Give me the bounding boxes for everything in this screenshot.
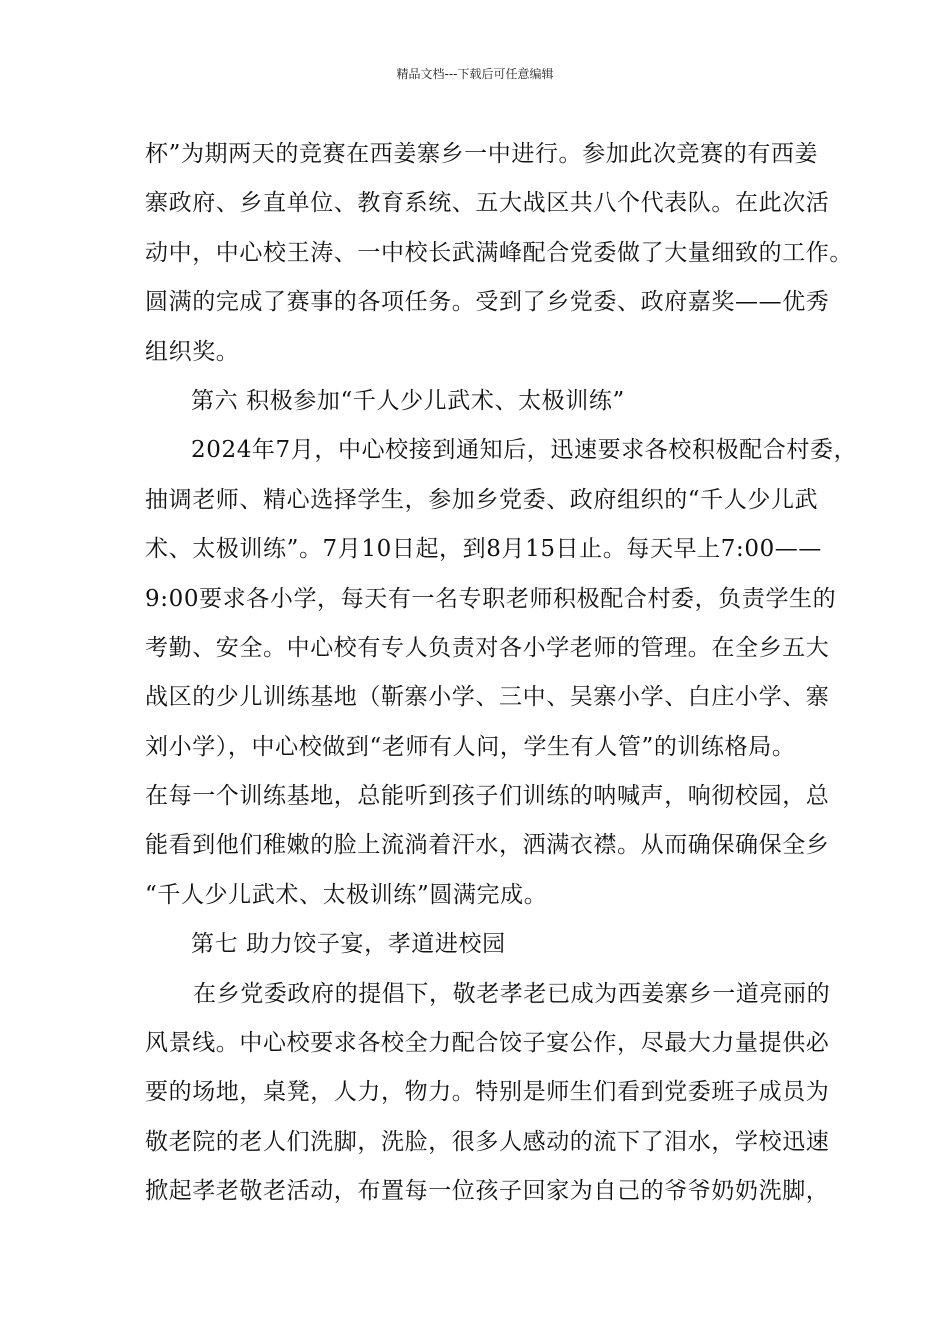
text-line: 能看到他们稚嫩的脸上流淌着汗水，洒满衣襟。从而确保确保全乡 [145,832,830,859]
text-line: 掀起孝老敬老活动，布置每一位孩子回家为自己的爷爷奶奶洗脚， [145,1178,830,1205]
text-line: 组织奖。 [145,338,240,365]
text-line: 动中，中心校王涛、一中校长武满峰配合党委做了大量细致的工作。 [145,239,853,266]
text-line: 考勤、安全。中心校有专人负责对各小学老师的管理。在全乡五大 [145,634,830,661]
text-line: 战区的少儿训练基地（靳寨小学、三中、吴寨小学、白庄小学、寨 [145,684,830,711]
text-line: 杯”为期两天的竞赛在西姜寨乡一中进行。参加此次竞赛的有西姜 [145,141,819,167]
text-line: 在每一个训练基地，总能听到孩子们训练的呐喊声，响彻校园，总 [145,783,830,810]
text-line: 在乡党委政府的提倡下，敬老孝老已成为西姜寨乡一道亮丽的 [193,980,831,1007]
text-line: 抽调老师、精心选择学生，参加乡党委、政府组织的“千人少儿武 [145,486,819,513]
text-line: 寨政府、乡直单位、教育系统、五大战区共八个代表队。在此次活 [145,190,830,217]
text-line: 要的场地，桌凳，人力，物力。特别是师生们看到党委班子成员为 [145,1079,830,1106]
page-header: 精品文档---下载后可任意编辑 [396,67,554,81]
text-line: 风景线。中心校要求各校全力配合饺子宴公作，尽最大力量提供必 [145,1030,830,1057]
document-body [145,130,858,1217]
text-line: 术、太极训练”。7月10日起，到8月15日止。每天早上7:00—— [145,536,823,563]
text-line: 圆满的完成了赛事的各项任务。受到了乡党委、政府嘉奖——优秀 [145,289,830,316]
text-line: “千人少儿武术、太极训练”圆满完成。 [145,881,548,908]
text-line: 9:00要求各小学，每天有一名专职老师积极配合村委，负责学生的 [145,585,837,612]
text-line: 刘小学），中心校做到“老师有人问，学生有人管”的训练格局。 [145,733,796,760]
text-line: 敬老院的老人们洗脚，洗脸，很多人感动的流下了泪水，学校迅速 [145,1128,830,1155]
section-heading: 第七 助力饺子宴，孝道进校园 [191,931,506,958]
section-heading: 第六 积极参加“千人少儿武术、太极训练” [191,387,625,414]
text-line: 2024年7月，中心校接到通知后，迅速要求各校积极配合村委， [191,437,858,464]
